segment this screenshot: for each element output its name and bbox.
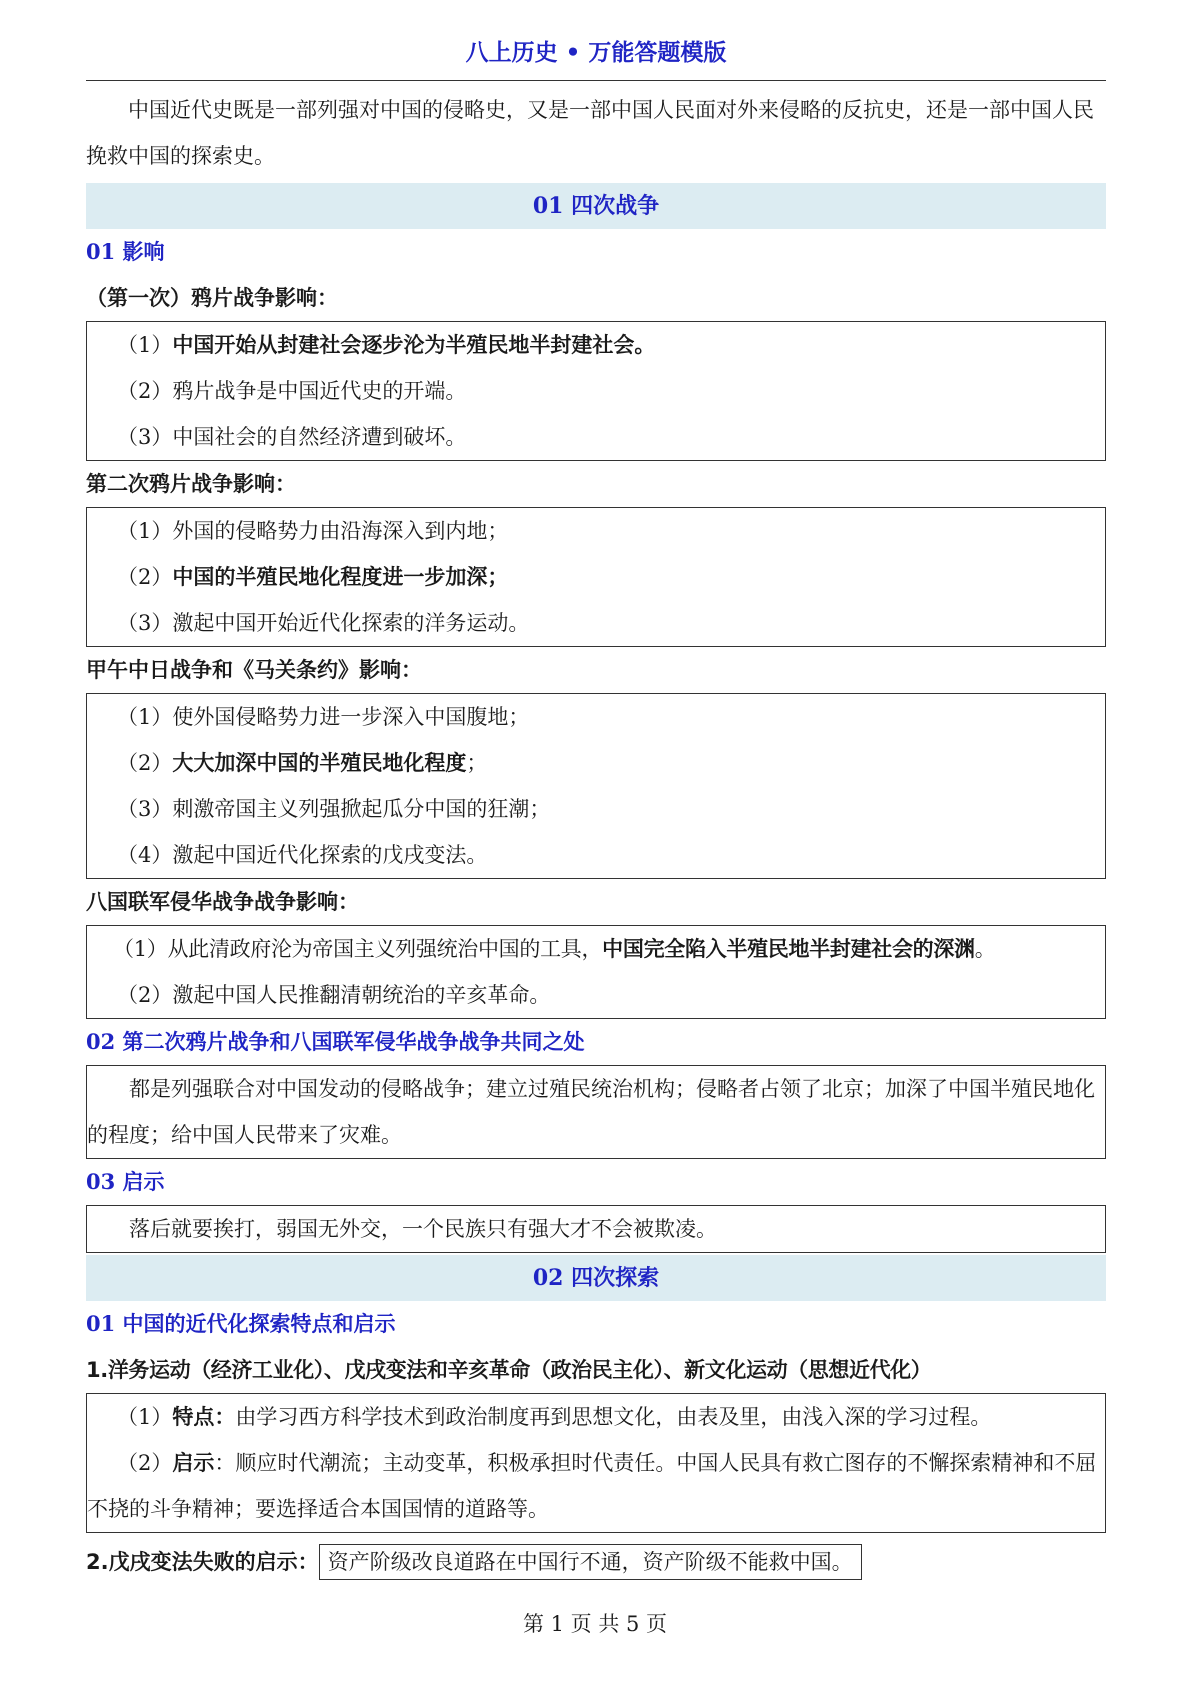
box-common-points: [86, 1065, 1106, 1159]
list-item: （1）中国开始从封建社会逐步沦为半殖民地半封建社会。: [117, 333, 656, 357]
reform-failure-row: [86, 1539, 1106, 1585]
list-item: （2）鸦片战争是中国近代史的开端。: [117, 379, 467, 403]
box-opium-war-2: [86, 507, 1106, 647]
box-eight-nation-war: [86, 925, 1106, 1019]
label-opium-war-1: （第一次）鸦片战争影响：: [86, 286, 338, 310]
section-banner-explorations: 02 四次探索: [86, 1255, 1106, 1301]
list-item: （2）激起中国人民推翻清朝统治的辛亥革命。: [117, 983, 551, 1007]
label-opium-war-2: 第二次鸦片战争影响：: [86, 472, 296, 496]
label-modernization-movements: 1.洋务运动（经济工业化）、戊戌变法和辛亥革命（政治民主化）、新文化运动（思想近代化）: [86, 1358, 932, 1382]
list-item: （2）启示：顺应时代潮流；主动变革，积极承担时代责任。中国人民具有救亡图存的不懈探索精神和不屈不挠的斗争精神；要选择适合本国国情的道路等。: [87, 1451, 1097, 1521]
reform-failure-box: 资产阶级改良道路在中国行不通，资产阶级不能救中国。: [319, 1544, 862, 1580]
list-item: （1）特点：由学习西方科学技术到政治制度再到思想文化，由表及里，由浅入深的学习过程。: [117, 1405, 992, 1429]
label-reform-failure: 2.戊戌变法失败的启示：: [86, 1550, 319, 1574]
page-footer: 第 1 页 共 5 页: [522, 1612, 668, 1636]
list-item: （3）刺激帝国主义列强掀起瓜分中国的狂潮；: [117, 797, 551, 821]
list-item: （1）使外国侵略势力进一步深入中国腹地；: [117, 705, 530, 729]
list-item: （3）激起中国开始近代化探索的洋务运动。: [117, 611, 530, 635]
subheading-lesson: 03 启示: [86, 1169, 165, 1194]
page-header: [86, 0, 1106, 81]
subheading-impact: 01 影响: [86, 239, 165, 264]
subheading-modernization: 01 中国的近代化探索特点和启示: [86, 1311, 396, 1336]
label-sino-japanese-war: 甲午中日战争和《马关条约》影响：: [86, 658, 422, 682]
box-opium-war-1: [86, 321, 1106, 461]
list-item: （2）中国的半殖民地化程度进一步加深；: [117, 565, 509, 589]
header-title: 八上历史 • 万能答题模版: [465, 40, 727, 66]
label-eight-nation-war: 八国联军侵华战争战争影响：: [86, 890, 359, 914]
section-banner-wars: 01 四次战争: [86, 183, 1106, 229]
list-item: （1）外国的侵略势力由沿海深入到内地；: [117, 519, 509, 543]
box-lesson: [86, 1205, 1106, 1253]
subheading-common-points: 02 第二次鸦片战争和八国联军侵华战争战争共同之处: [86, 1029, 585, 1054]
common-points-text: 都是列强联合对中国发动的侵略战争；建立过殖民统治机构；侵略者占领了北京；加深了中国半殖民地化的程度；给中国人民带来了灾难。: [87, 1077, 1095, 1147]
list-item: （3）中国社会的自然经济遭到破坏。: [117, 425, 467, 449]
list-item: （1）从此清政府沦为帝国主义列强统治中国的工具，中国完全陷入半殖民地半封建社会的深渊。: [113, 937, 996, 961]
list-item: （4）激起中国近代化探索的戊戌变法。: [117, 843, 488, 867]
list-item: （2）大大加深中国的半殖民地化程度；: [117, 751, 488, 775]
lesson-text: 落后就要挨打，弱国无外交，一个民族只有强大才不会被欺凌。: [129, 1217, 717, 1241]
document-page: [86, 0, 1106, 1585]
intro-paragraph: 中国近代史既是一部列强对中国的侵略史，又是一部中国人民面对外来侵略的反抗史，还是一部中国人民挽救中国的探索史。: [86, 98, 1094, 168]
box-modernization: [86, 1393, 1106, 1533]
box-sino-japanese-war: [86, 693, 1106, 879]
